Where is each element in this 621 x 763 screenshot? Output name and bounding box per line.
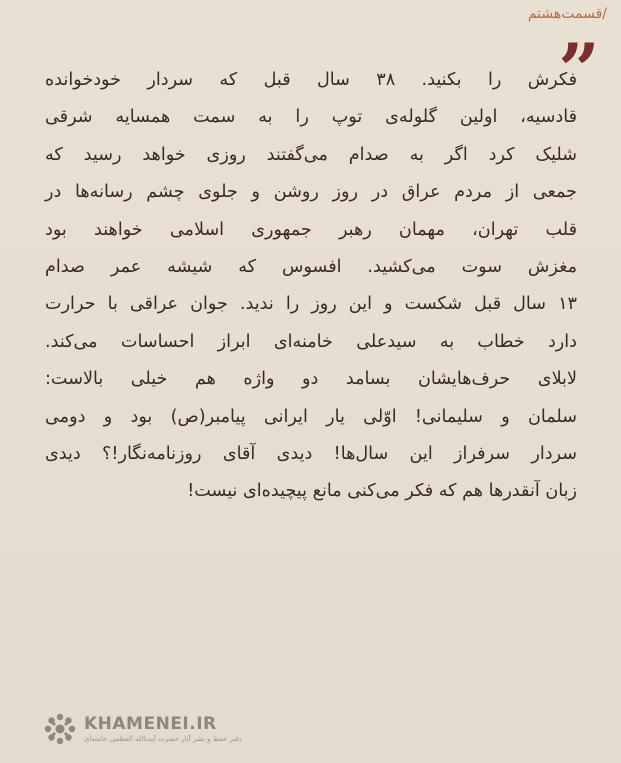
- text-line: قلب تهران، مهمان رهبر جمهوری اسلامی خواهند بود: [45, 219, 577, 240]
- text-line: سلمان و سلیمانی! اوّلی یار ایرانی پیامبر(ص) بود و دومی: [45, 406, 577, 427]
- text-line: زبان آنقدرها هم که فکر می‌کنی مانع پیچیده‌ای نیست!: [187, 481, 577, 502]
- text-line: مغزش سوت می‌کشید. افسوس که شیشه عمر صدام: [45, 257, 577, 278]
- text-line: دارد خطاب به سیدعلی خامنه‌ای ابراز احساسات می‌کند.: [45, 331, 577, 352]
- part-label: /قسمت‌هشتم: [527, 6, 607, 22]
- logo-subtitle: دفتر حفظ و نشر آثار حضرت آیت‌الله العظمی خامنه‌ای: [84, 734, 242, 743]
- text-line: سردار سرفراز این سال‌ها! دیدی آقای روزنامه‌نگار!؟ دیدی: [45, 444, 577, 465]
- logo-name: KHAMENEI.IR: [84, 713, 217, 734]
- text-line: شلیک کرد اگر به صدام می‌گفتند روزی خواهد رسید که: [45, 144, 577, 165]
- khamenei-logo-icon: [42, 711, 78, 747]
- quote-body: [45, 62, 577, 511]
- text-line: لابلای حرف‌هایشان بسامد دو واژه هم خیلی بالاست:: [45, 369, 577, 390]
- site-logo[interactable]: [42, 707, 242, 751]
- text-line: قادسیه، اولین گلوله‌ی توپ را به سمت همسایه شرقی: [45, 107, 577, 128]
- text-line: فکرش را بکنید. ۳۸ سال قبل که سردار خودخوانده: [45, 70, 578, 90]
- text-line: ۱۳ سال قبل شکست و این روز را ندید. جوان عراقی با حرارت: [45, 294, 577, 315]
- text-line: جمعی از مردم عراق در روز روشن و جلوی چشم رسانه‌ها در: [45, 182, 577, 203]
- quote-icon: ”: [558, 27, 600, 112]
